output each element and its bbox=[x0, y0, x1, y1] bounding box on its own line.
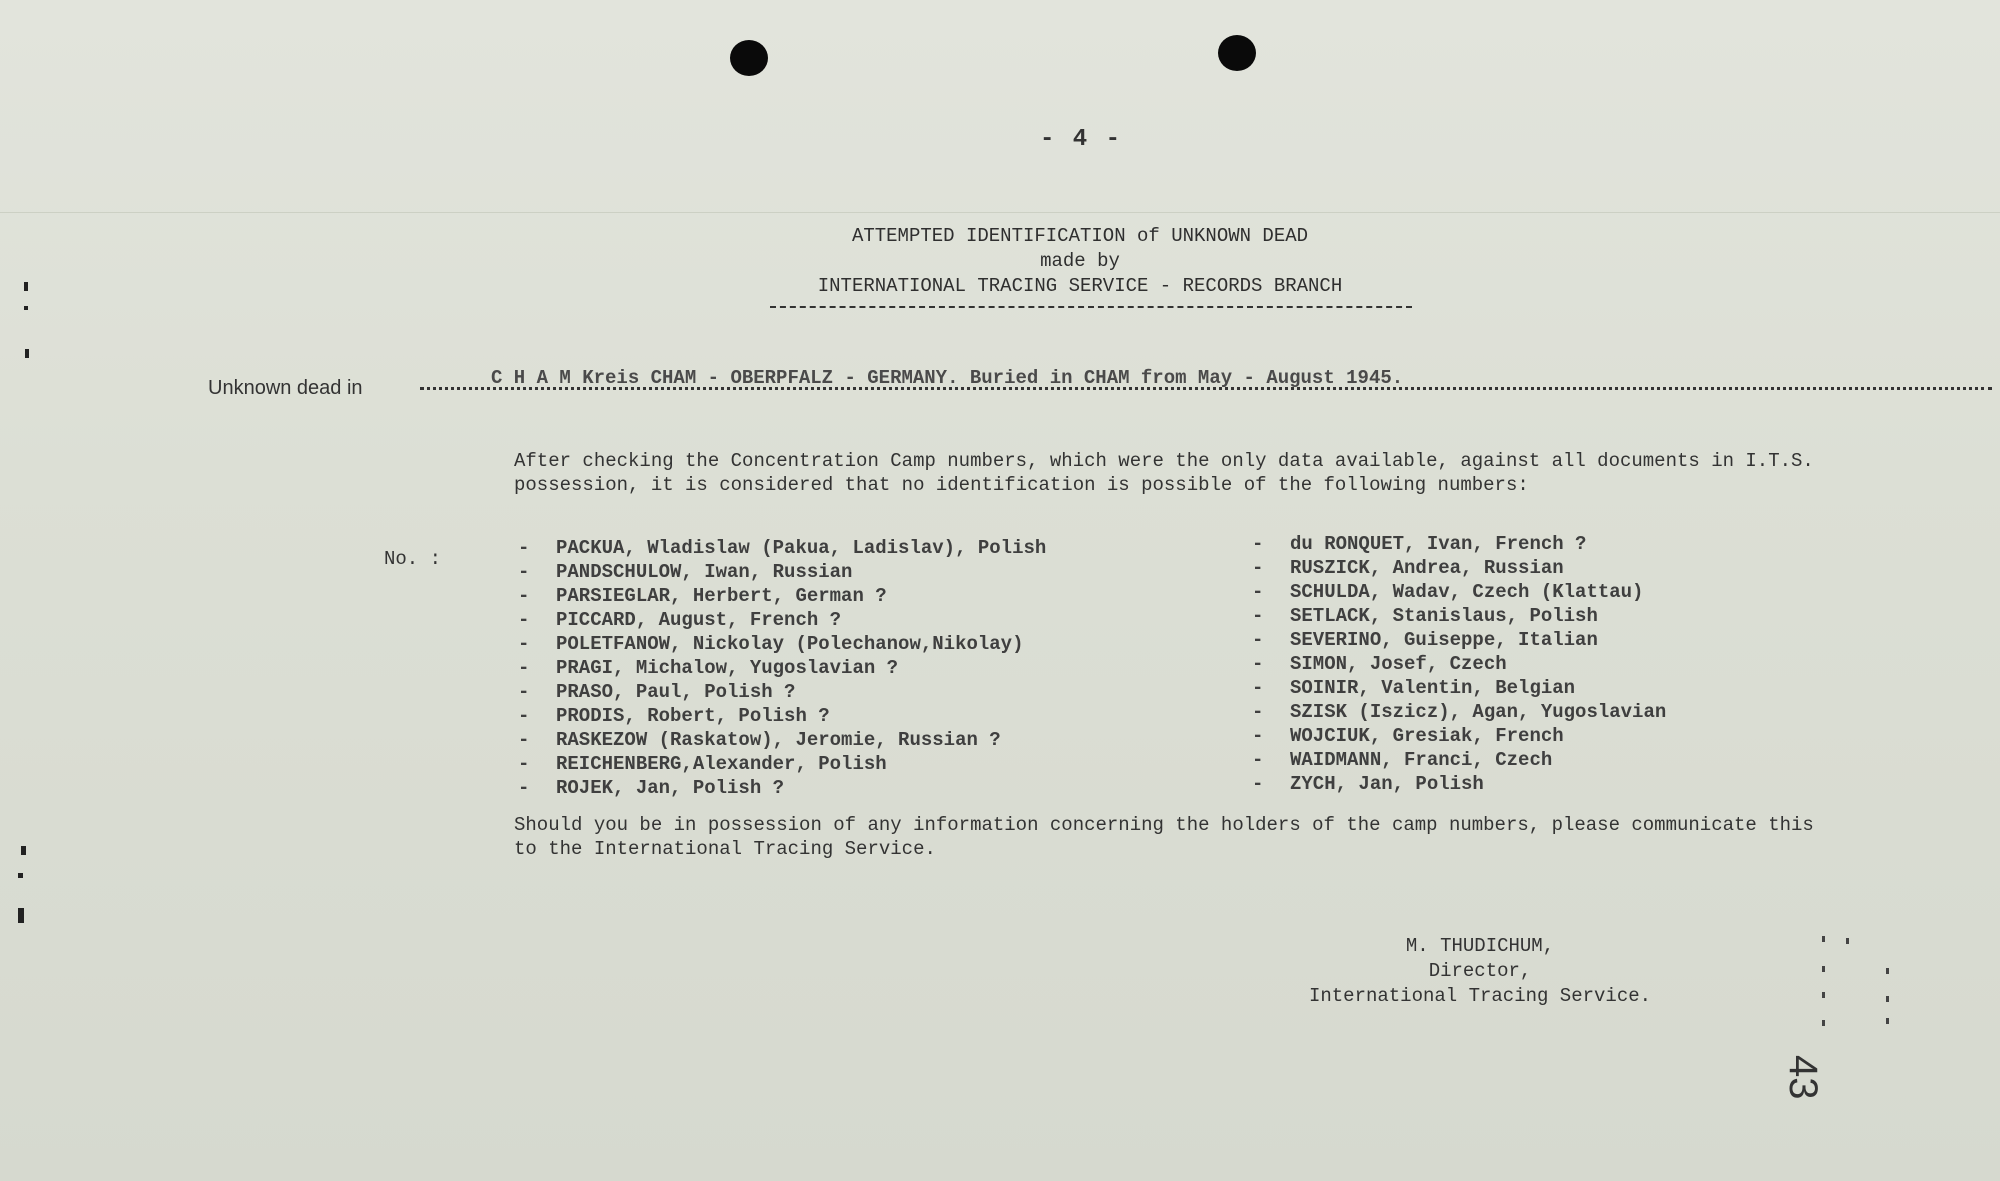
archive-page-stamp: 43 bbox=[1781, 1055, 1825, 1100]
list-item: - PANDSCHULOW, Iwan, Russian bbox=[518, 561, 853, 583]
location-value: C H A M Kreis CHAM - OBERPFALZ - GERMANY. Buried in CHAM from May - August 1945. bbox=[491, 367, 1404, 389]
list-item: - RUSZICK, Andrea, Russian bbox=[1252, 557, 1564, 579]
list-item: - SETLACK, Stanislaus, Polish bbox=[1252, 605, 1598, 627]
list-item: - ZYCH, Jan, Polish bbox=[1252, 773, 1484, 795]
margin-mark bbox=[25, 349, 29, 358]
list-item: - SEVERINO, Guiseppe, Italian bbox=[1252, 629, 1598, 651]
page-number: - 4 - bbox=[1040, 126, 1123, 153]
margin-mark bbox=[24, 306, 28, 310]
archive-tick bbox=[1822, 1020, 1825, 1026]
punch-hole-right bbox=[1218, 35, 1256, 71]
list-item: - ROJEK, Jan, Polish ? bbox=[518, 777, 785, 799]
list-item: - REICHENBERG,Alexander, Polish bbox=[518, 753, 887, 775]
list-item: - SOINIR, Valentin, Belgian bbox=[1252, 677, 1576, 699]
paper-fold-line bbox=[0, 212, 2000, 213]
location-label: Unknown dead in bbox=[208, 377, 363, 399]
list-item: - du RONQUET, Ivan, French ? bbox=[1252, 533, 1587, 555]
list-item: - WOJCIUK, Gresiak, French bbox=[1252, 725, 1564, 747]
archive-tick bbox=[1822, 936, 1825, 942]
margin-mark bbox=[24, 282, 28, 291]
list-item: - PRODIS, Robert, Polish ? bbox=[518, 705, 830, 727]
archive-tick bbox=[1886, 996, 1889, 1002]
intro-paragraph: After checking the Concentration Camp numbers, which were the only data available, against all documents in I.T.S. possession, it is considered that no identification is possible of the following numbers: bbox=[514, 450, 1814, 496]
punch-hole-left bbox=[730, 40, 768, 76]
heading-organization: INTERNATIONAL TRACING SERVICE - RECORDS BRANCH bbox=[817, 275, 1343, 297]
archive-tick bbox=[1822, 966, 1825, 972]
archive-tick bbox=[1886, 968, 1889, 974]
entries-right-column bbox=[1252, 532, 1666, 796]
margin-mark bbox=[21, 846, 26, 855]
document-heading bbox=[680, 224, 1480, 299]
archive-tick bbox=[1886, 1018, 1889, 1024]
margin-mark bbox=[18, 908, 24, 923]
list-item: - PRAGI, Michalow, Yugoslavian ? bbox=[518, 657, 899, 679]
heading-title: ATTEMPTED IDENTIFICATION of UNKNOWN DEAD bbox=[851, 225, 1309, 247]
list-item: - WAIDMANN, Franci, Czech bbox=[1252, 749, 1553, 771]
list-item: - PARSIEGLAR, Herbert, German ? bbox=[518, 585, 887, 607]
list-item: - SZISK (Iszicz), Agan, Yugoslavian bbox=[1252, 701, 1667, 723]
margin-mark bbox=[18, 873, 23, 878]
list-item: - RASKEZOW (Raskatow), Jeromie, Russian ? bbox=[518, 729, 1001, 751]
list-item: - POLETFANOW, Nickolay (Polechanow,Nikolay) bbox=[518, 633, 1024, 655]
archive-tick bbox=[1846, 938, 1849, 944]
heading-made-by: made by bbox=[1040, 250, 1120, 272]
archive-tick bbox=[1822, 992, 1825, 998]
numbers-label: No. : bbox=[384, 548, 442, 570]
list-item: - SIMON, Josef, Czech bbox=[1252, 653, 1507, 675]
list-item: - PACKUA, Wladislaw (Pakua, Ladislav), Polish bbox=[518, 537, 1047, 559]
closing-paragraph: Should you be in possession of any information concerning the holders of the camp numbers, please communicate this to the International Tracing Service. bbox=[514, 814, 1814, 860]
list-item: - PICCARD, August, French ? bbox=[518, 609, 842, 631]
signature-organization: International Tracing Service. bbox=[1308, 985, 1652, 1007]
heading-dashed-rule bbox=[770, 306, 1412, 308]
list-item: - PRASO, Paul, Polish ? bbox=[518, 681, 796, 703]
signature-name: M. THUDICHUM, bbox=[1405, 935, 1555, 957]
entries-left-column bbox=[518, 536, 1046, 800]
signature-title: Director, bbox=[1428, 960, 1532, 982]
signature-block bbox=[1200, 934, 1760, 1009]
list-item: - SCHULDA, Wadav, Czech (Klattau) bbox=[1252, 581, 1644, 603]
